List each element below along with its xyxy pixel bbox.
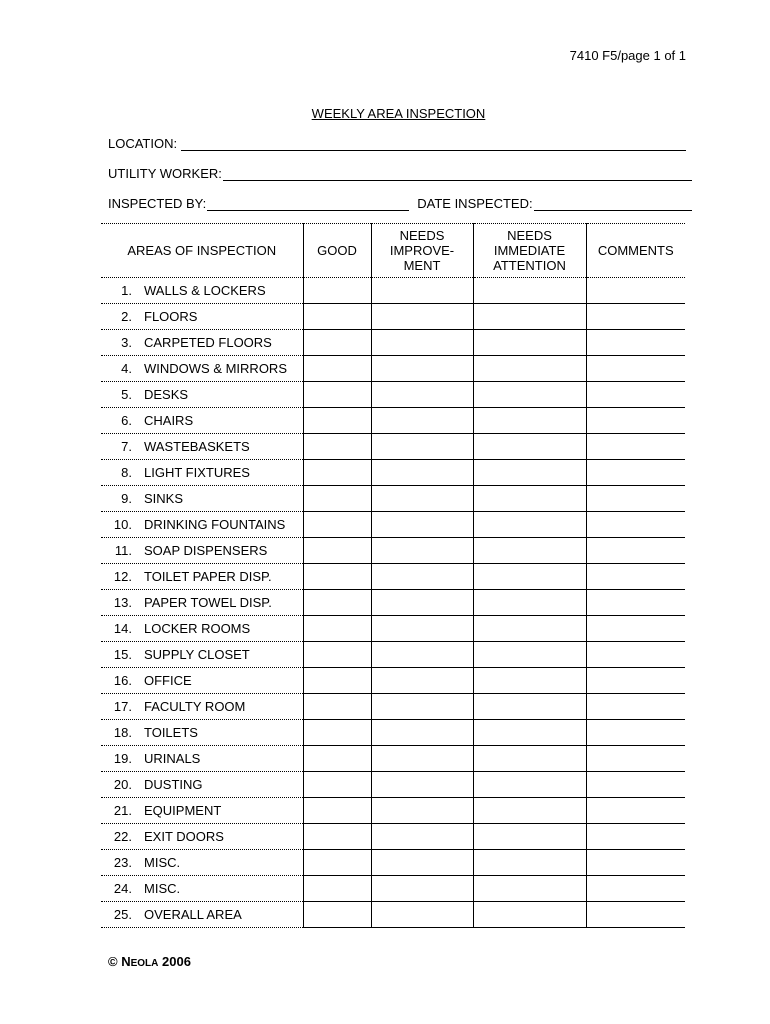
date-inspected-label: DATE INSPECTED: — [417, 196, 533, 211]
table-row — [101, 408, 685, 434]
comments-cell[interactable] — [586, 876, 685, 902]
good-cell[interactable] — [303, 538, 371, 564]
good-cell[interactable] — [303, 850, 371, 876]
area-cell — [101, 486, 303, 512]
area-name: WINDOWS & MIRRORS — [144, 361, 287, 376]
comments-cell[interactable] — [586, 460, 685, 486]
needs-attention-cell[interactable] — [473, 746, 586, 772]
location-label: LOCATION: — [108, 136, 178, 151]
needs-improvement-cell[interactable] — [371, 694, 473, 720]
table-row — [101, 824, 685, 850]
area-name: SOAP DISPENSERS — [144, 543, 268, 558]
area-cell — [101, 434, 303, 460]
page-identifier: 7410 F5/page 1 of 1 — [569, 48, 686, 63]
area-cell — [101, 902, 303, 928]
table-row — [101, 460, 685, 486]
good-cell[interactable] — [303, 616, 371, 642]
area-name: LIGHT FIXTURES — [144, 465, 250, 480]
table-row — [101, 720, 685, 746]
needs-attention-cell[interactable] — [473, 824, 586, 850]
header-good: GOOD — [303, 224, 371, 278]
area-name: CHAIRS — [144, 413, 194, 428]
needs-improvement-cell[interactable] — [371, 798, 473, 824]
needs-improvement-cell[interactable] — [371, 564, 473, 590]
location-line[interactable] — [181, 137, 686, 151]
area-name: DUSTING — [144, 777, 203, 792]
needs-attention-cell[interactable] — [473, 720, 586, 746]
comments-cell[interactable] — [586, 694, 685, 720]
header-needs-attention — [473, 224, 586, 278]
comments-cell[interactable] — [586, 434, 685, 460]
needs-attention-cell[interactable] — [473, 512, 586, 538]
row-number: 16. — [113, 673, 132, 688]
area-name: PAPER TOWEL DISP. — [144, 595, 272, 610]
good-cell[interactable] — [303, 278, 371, 304]
table-row — [101, 486, 685, 512]
comments-cell[interactable] — [586, 382, 685, 408]
row-number: 17. — [113, 699, 132, 714]
needs-attention-cell[interactable] — [473, 642, 586, 668]
good-cell[interactable] — [303, 590, 371, 616]
comments-cell[interactable] — [586, 746, 685, 772]
area-cell — [101, 460, 303, 486]
comments-cell[interactable] — [586, 356, 685, 382]
brand-n: N — [121, 954, 131, 969]
table-header-row — [101, 224, 685, 278]
area-cell — [101, 564, 303, 590]
needs-improvement-cell[interactable] — [371, 850, 473, 876]
needs-improvement-cell[interactable] — [371, 356, 473, 382]
area-name: WASTEBASKETS — [144, 439, 250, 454]
needs-attention-cell[interactable] — [473, 668, 586, 694]
good-cell[interactable] — [303, 330, 371, 356]
table-row — [101, 538, 685, 564]
area-name: WALLS & LOCKERS — [144, 283, 266, 298]
needs-attention-cell[interactable] — [473, 538, 586, 564]
header-needs-improvement — [371, 224, 473, 278]
area-cell — [101, 876, 303, 902]
table-row — [101, 694, 685, 720]
header-needs-attention-line2: IMMEDIATE — [493, 243, 566, 258]
needs-improvement-cell[interactable] — [371, 772, 473, 798]
table-row — [101, 434, 685, 460]
comments-cell[interactable] — [586, 668, 685, 694]
area-cell — [101, 512, 303, 538]
good-cell[interactable] — [303, 902, 371, 928]
needs-improvement-cell[interactable] — [371, 538, 473, 564]
area-cell — [101, 746, 303, 772]
comments-cell[interactable] — [586, 824, 685, 850]
row-number: 19. — [113, 751, 132, 766]
row-number: 13. — [113, 595, 132, 610]
copyright-footer — [108, 954, 191, 969]
needs-attention-cell[interactable] — [473, 876, 586, 902]
comments-cell[interactable] — [586, 408, 685, 434]
comments-cell[interactable] — [586, 564, 685, 590]
area-cell — [101, 824, 303, 850]
good-cell[interactable] — [303, 824, 371, 850]
needs-attention-cell[interactable] — [473, 486, 586, 512]
utility-worker-line[interactable] — [223, 167, 692, 181]
table-row — [101, 304, 685, 330]
area-name: SUPPLY CLOSET — [144, 647, 250, 662]
area-cell — [101, 694, 303, 720]
needs-improvement-cell[interactable] — [371, 278, 473, 304]
needs-attention-cell[interactable] — [473, 564, 586, 590]
document-title: WEEKLY AREA INSPECTION — [311, 106, 486, 121]
area-name: MISC. — [144, 855, 181, 870]
header-needs-improvement-line3: MENT — [403, 258, 441, 273]
header-needs-attention-line1: NEEDS — [507, 228, 552, 243]
table-row — [101, 330, 685, 356]
good-cell[interactable] — [303, 486, 371, 512]
row-number: 21. — [113, 803, 132, 818]
area-cell — [101, 278, 303, 304]
area-cell — [101, 798, 303, 824]
needs-improvement-cell[interactable] — [371, 720, 473, 746]
needs-improvement-cell[interactable] — [371, 434, 473, 460]
good-cell[interactable] — [303, 668, 371, 694]
header-needs-improvement-line1: NEEDS — [399, 228, 445, 243]
row-number: 8. — [121, 465, 132, 480]
good-cell[interactable] — [303, 408, 371, 434]
needs-improvement-cell[interactable] — [371, 668, 473, 694]
table-row — [101, 590, 685, 616]
copyright-year: 2006 — [162, 954, 191, 969]
area-name: EXIT DOORS — [144, 829, 224, 844]
date-inspected-line[interactable] — [534, 197, 692, 211]
area-cell — [101, 616, 303, 642]
table-row — [101, 278, 685, 304]
row-number: 18. — [113, 725, 132, 740]
area-name: OFFICE — [144, 673, 192, 688]
location-field — [108, 136, 686, 151]
comments-cell[interactable] — [586, 772, 685, 798]
needs-attention-cell[interactable] — [473, 590, 586, 616]
area-cell — [101, 304, 303, 330]
good-cell[interactable] — [303, 720, 371, 746]
inspected-by-field — [108, 196, 692, 211]
table-row — [101, 382, 685, 408]
utility-worker-field — [108, 166, 692, 181]
comments-cell[interactable] — [586, 850, 685, 876]
good-cell[interactable] — [303, 512, 371, 538]
area-cell — [101, 356, 303, 382]
inspection-rows — [101, 278, 685, 928]
row-number: 9. — [121, 491, 132, 506]
row-number: 14. — [113, 621, 132, 636]
needs-attention-cell[interactable] — [473, 278, 586, 304]
row-number: 6. — [121, 413, 132, 428]
area-cell — [101, 850, 303, 876]
row-number: 4. — [121, 361, 132, 376]
good-cell[interactable] — [303, 642, 371, 668]
comments-cell[interactable] — [586, 616, 685, 642]
needs-attention-cell[interactable] — [473, 902, 586, 928]
needs-improvement-cell[interactable] — [371, 304, 473, 330]
good-cell[interactable] — [303, 434, 371, 460]
good-cell[interactable] — [303, 694, 371, 720]
area-cell — [101, 720, 303, 746]
comments-cell[interactable] — [586, 304, 685, 330]
needs-improvement-cell[interactable] — [371, 512, 473, 538]
row-number: 5. — [121, 387, 132, 402]
row-number: 22. — [113, 829, 132, 844]
good-cell[interactable] — [303, 746, 371, 772]
good-cell[interactable] — [303, 460, 371, 486]
table-row — [101, 668, 685, 694]
comments-cell[interactable] — [586, 590, 685, 616]
area-name: TOILET PAPER DISP. — [144, 569, 272, 584]
area-cell — [101, 382, 303, 408]
comments-cell[interactable] — [586, 330, 685, 356]
needs-improvement-cell[interactable] — [371, 330, 473, 356]
needs-improvement-cell[interactable] — [371, 746, 473, 772]
comments-cell[interactable] — [586, 798, 685, 824]
area-name: OVERALL AREA — [144, 907, 242, 922]
comments-cell[interactable] — [586, 902, 685, 928]
needs-attention-cell[interactable] — [473, 798, 586, 824]
table-row — [101, 356, 685, 382]
area-name: LOCKER ROOMS — [144, 621, 251, 636]
comments-cell[interactable] — [586, 512, 685, 538]
row-number: 15. — [113, 647, 132, 662]
needs-attention-cell[interactable] — [473, 772, 586, 798]
row-number: 20. — [113, 777, 132, 792]
needs-attention-cell[interactable] — [473, 382, 586, 408]
good-cell[interactable] — [303, 772, 371, 798]
row-number: 2. — [121, 309, 132, 324]
good-cell[interactable] — [303, 798, 371, 824]
needs-improvement-cell[interactable] — [371, 486, 473, 512]
area-name: EQUIPMENT — [144, 803, 222, 818]
row-number: 1. — [121, 283, 132, 298]
comments-cell[interactable] — [586, 642, 685, 668]
inspected-by-label: INSPECTED BY: — [108, 196, 207, 211]
needs-attention-cell[interactable] — [473, 694, 586, 720]
table-row — [101, 876, 685, 902]
row-number: 23. — [113, 855, 132, 870]
needs-improvement-cell[interactable] — [371, 824, 473, 850]
needs-improvement-cell[interactable] — [371, 876, 473, 902]
area-name: FLOORS — [144, 309, 198, 324]
needs-attention-cell[interactable] — [473, 850, 586, 876]
needs-attention-cell[interactable] — [473, 356, 586, 382]
header-needs-improvement-line2: IMPROVE- — [389, 243, 455, 258]
area-cell — [101, 330, 303, 356]
table-row — [101, 564, 685, 590]
header-needs-attention-line3: ATTENTION — [493, 258, 566, 273]
area-cell — [101, 590, 303, 616]
comments-cell[interactable] — [586, 278, 685, 304]
good-cell[interactable] — [303, 876, 371, 902]
needs-attention-cell[interactable] — [473, 460, 586, 486]
needs-improvement-cell[interactable] — [371, 590, 473, 616]
row-number: 7. — [121, 439, 132, 454]
row-number: 24. — [113, 881, 132, 896]
area-cell — [101, 668, 303, 694]
comments-cell[interactable] — [586, 538, 685, 564]
good-cell[interactable] — [303, 382, 371, 408]
area-name: SINKS — [144, 491, 184, 506]
row-number: 3. — [121, 335, 132, 350]
table-row — [101, 798, 685, 824]
area-cell — [101, 408, 303, 434]
needs-improvement-cell[interactable] — [371, 642, 473, 668]
needs-attention-cell[interactable] — [473, 330, 586, 356]
copyright-symbol: © — [108, 954, 118, 969]
needs-improvement-cell[interactable] — [371, 408, 473, 434]
needs-attention-cell[interactable] — [473, 304, 586, 330]
table-row — [101, 616, 685, 642]
inspection-table — [101, 223, 685, 928]
needs-improvement-cell[interactable] — [371, 902, 473, 928]
area-name: TOILETS — [144, 725, 198, 740]
area-cell — [101, 538, 303, 564]
table-row — [101, 850, 685, 876]
table-row — [101, 772, 685, 798]
header-areas: AREAS OF INSPECTION — [101, 224, 303, 278]
good-cell[interactable] — [303, 356, 371, 382]
row-number: 10. — [113, 517, 132, 532]
area-name: DESKS — [144, 387, 189, 402]
needs-attention-cell[interactable] — [473, 616, 586, 642]
table-row — [101, 902, 685, 928]
header-comments: COMMENTS — [586, 224, 685, 278]
row-number: 11. — [114, 543, 132, 558]
good-cell[interactable] — [303, 564, 371, 590]
area-cell — [101, 642, 303, 668]
inspected-by-line[interactable] — [207, 197, 409, 211]
area-name: CARPETED FLOORS — [144, 335, 272, 350]
area-name: FACULTY ROOM — [144, 699, 246, 714]
needs-improvement-cell[interactable] — [371, 460, 473, 486]
row-number: 12. — [113, 569, 132, 584]
table-row — [101, 642, 685, 668]
needs-attention-cell[interactable] — [473, 434, 586, 460]
area-cell — [101, 772, 303, 798]
table-row — [101, 746, 685, 772]
comments-cell[interactable] — [586, 720, 685, 746]
area-name: DRINKING FOUNTAINS — [144, 517, 286, 532]
comments-cell[interactable] — [586, 486, 685, 512]
area-name: URINALS — [144, 751, 201, 766]
good-cell[interactable] — [303, 304, 371, 330]
needs-attention-cell[interactable] — [473, 408, 586, 434]
utility-worker-label: UTILITY WORKER: — [108, 166, 222, 181]
brand-rest: EOLA — [130, 958, 159, 969]
table-row — [101, 512, 685, 538]
row-number: 25. — [113, 907, 132, 922]
area-name: MISC. — [144, 881, 181, 896]
needs-improvement-cell[interactable] — [371, 382, 473, 408]
needs-improvement-cell[interactable] — [371, 616, 473, 642]
